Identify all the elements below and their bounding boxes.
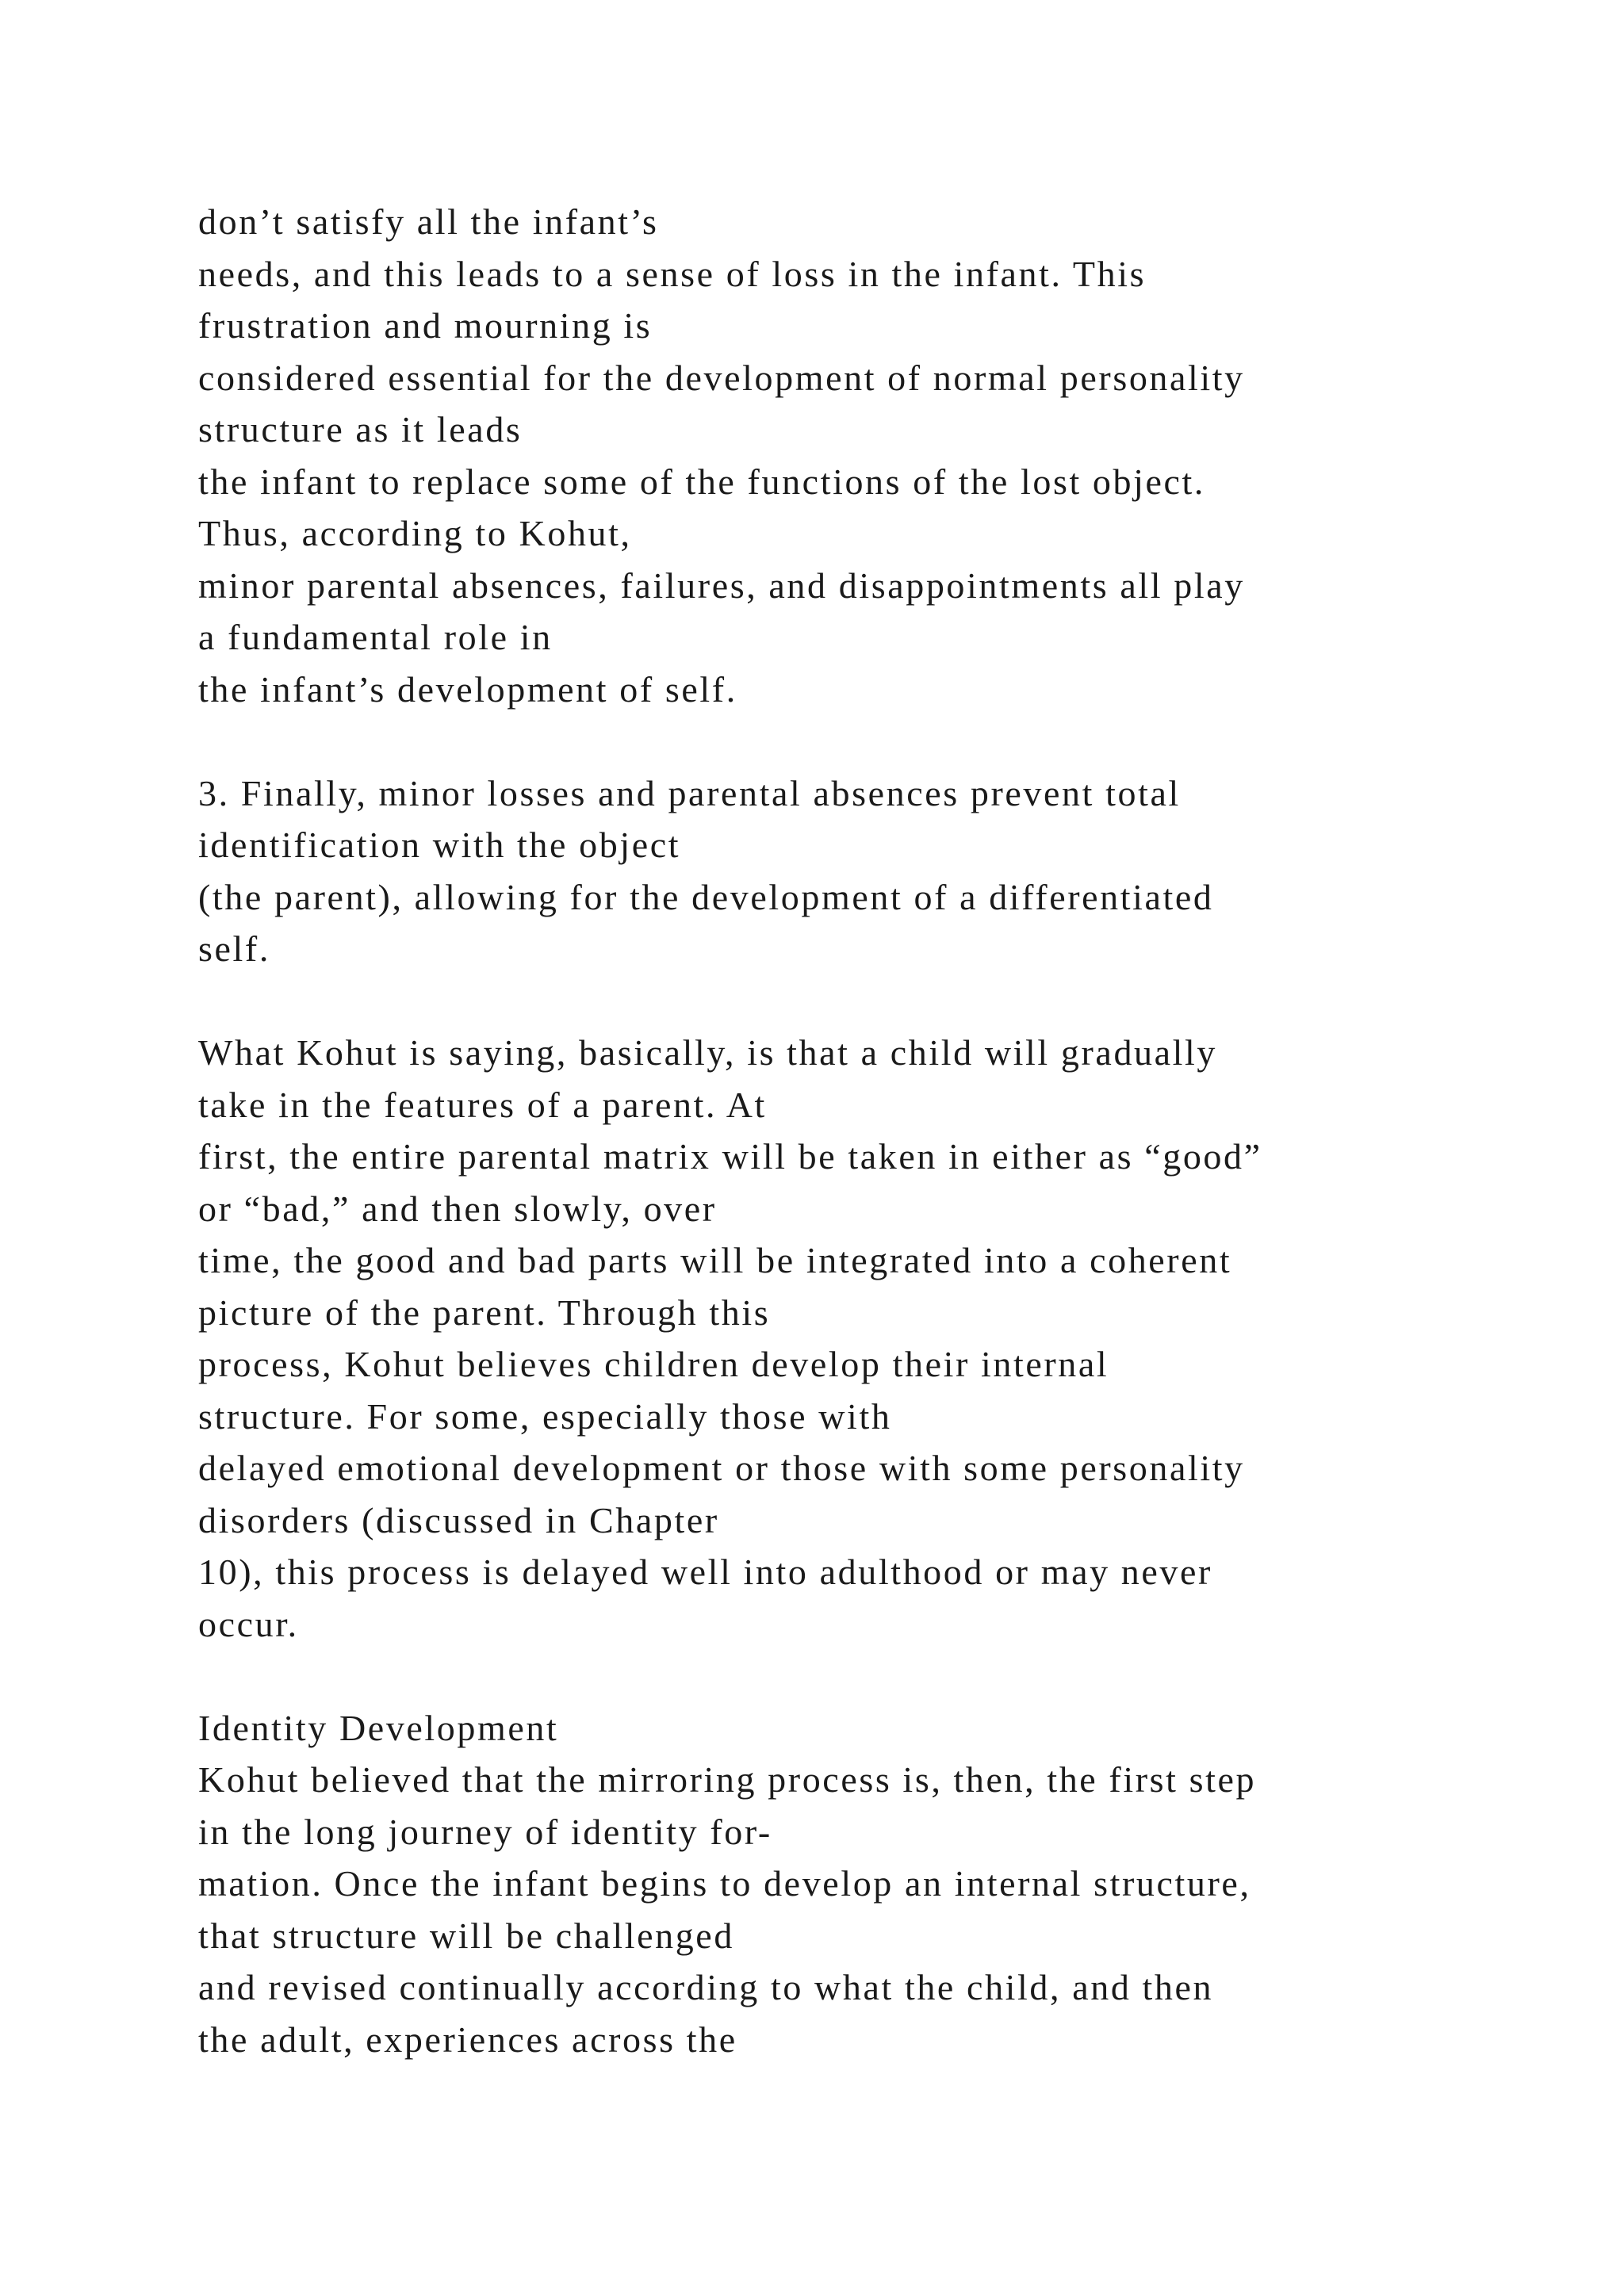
document-text — [198, 196, 1467, 2065]
text-line: What Kohut is saying, basically, is that a child will gradually — [198, 1032, 1218, 1073]
paragraph-kohut-summary — [198, 1027, 1467, 1650]
text-line: the infant to replace some of the functions of the lost object. — [198, 461, 1206, 502]
text-line: time, the good and bad parts will be integrated into a coherent — [198, 1240, 1232, 1280]
text-line: a fundamental role in — [198, 617, 553, 657]
text-line: the infant’s development of self. — [198, 668, 737, 710]
text-line: disorders (discussed in Chapter — [198, 1499, 719, 1540]
text-line: don’t satisfy all the infant’s — [198, 201, 659, 242]
text-line: first, the entire parental matrix will be taken in either as “good” — [198, 1136, 1262, 1177]
text-line: minor parental absences, failures, and disappointments all play — [198, 564, 1245, 606]
text-line: mation. Once the infant begins to develop an internal structure, — [198, 1863, 1251, 1904]
text-line: (the parent), allowing for the development of a differentiated — [198, 876, 1214, 917]
section-identity-development — [198, 1702, 1467, 2066]
text-line: Kohut believed that the mirroring process is, then, the first step — [198, 1759, 1257, 1800]
text-line: picture of the parent. Through this — [198, 1292, 771, 1333]
text-line: take in the features of a parent. At — [198, 1084, 767, 1125]
paragraph-loss-and-mourning — [198, 196, 1467, 715]
text-line: needs, and this leads to a sense of loss in the infant. This — [198, 253, 1147, 294]
paragraph-spacer — [198, 715, 1467, 767]
text-line: or “bad,” and then slowly, over — [198, 1188, 717, 1229]
paragraph-spacer — [198, 975, 1467, 1027]
text-line: in the long journey of identity for- — [198, 1811, 772, 1852]
text-line: process, Kohut believes children develop their internal — [198, 1344, 1109, 1384]
text-line: considered essential for the development of normal personality — [198, 357, 1245, 398]
section-heading: Identity Development — [198, 1707, 559, 1748]
text-line: frustration and mourning is — [198, 305, 653, 346]
text-line: Thus, according to Kohut, — [198, 513, 632, 553]
text-line: structure as it leads — [198, 409, 523, 450]
paragraph-point-3 — [198, 767, 1467, 975]
text-line: occur. — [198, 1603, 299, 1644]
text-line: and revised continually according to what the child, and then — [198, 1967, 1214, 2007]
text-line: delayed emotional development or those with some personality — [198, 1448, 1245, 1488]
paragraph-spacer — [198, 1650, 1467, 1702]
text-line: 10), this process is delayed well into adulthood or may never — [198, 1552, 1212, 1592]
text-line: 3. Finally, minor losses and parental absences prevent total — [198, 772, 1181, 813]
text-line: the adult, experiences across the — [198, 2019, 737, 2060]
text-line: identification with the object — [198, 825, 681, 865]
text-line: structure. For some, especially those with — [198, 1395, 892, 1437]
text-line: that structure will be challenged — [198, 1915, 734, 1956]
text-line: self. — [198, 928, 270, 969]
